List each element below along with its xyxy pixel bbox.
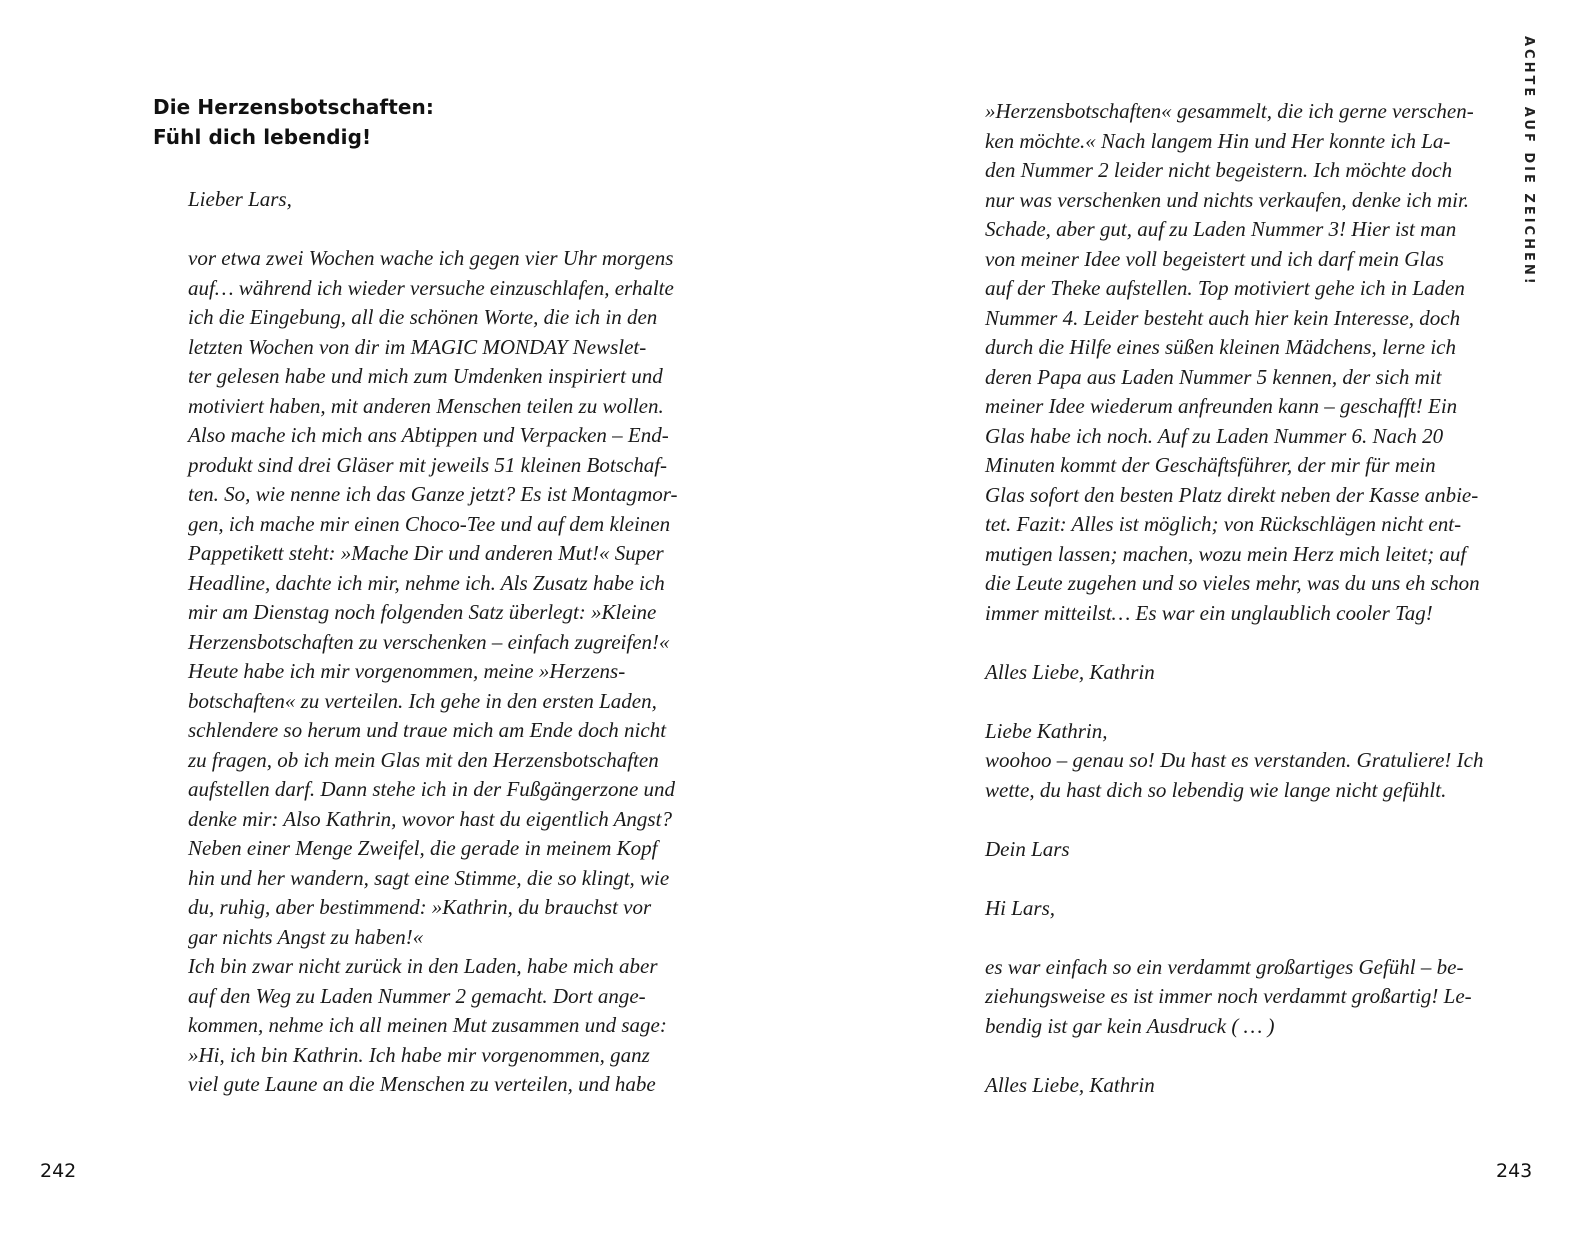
- text-line: Pappetikett steht: »Mache Dir und anderen Mut!« Super: [188, 541, 664, 565]
- text-line: ter gelesen habe und mich zum Umdenken inspiriert und: [188, 364, 663, 388]
- text-line: woohoo – genau so! Du hast es verstanden. Gratuliere! Ich: [985, 748, 1484, 772]
- text-line: durch die Hilfe eines süßen kleinen Mädchens, lerne ich: [985, 335, 1456, 359]
- text-line: denke mir: Also Kathrin, wovor hast du eigentlich Angst?: [188, 806, 672, 831]
- text-line: »Hi, ich bin Kathrin. Ich habe mir vorgenommen, ganz: [188, 1042, 650, 1067]
- text-line: bendig ist gar kein Ausdruck ( … ): [985, 1013, 1275, 1038]
- text-line: gen, ich mache mir einen Choco-Tee und auf dem kleinen: [188, 511, 671, 536]
- text-line: Alles Liebe, Kathrin: [985, 1072, 1155, 1097]
- text-line: Glas habe ich noch. Auf zu Laden Nummer 6. Nach 20: [985, 423, 1444, 448]
- text-line: botschaften« zu verteilen. Ich gehe in den ersten Laden,: [188, 688, 657, 713]
- text-line: viel gute Laune an die Menschen zu verteilen, und habe: [188, 1072, 656, 1096]
- text-line: meiner Idee wiederum anfreunden kann – geschafft! Ein: [985, 394, 1458, 418]
- text-line: zu fragen, ob ich mein Glas mit den Herzensbotschaften: [188, 747, 659, 772]
- text-line: den Nummer 2 leider nicht begeistern. Ich möchte doch: [985, 158, 1453, 182]
- section-heading-line-1: Die Herzensbotschaften:: [153, 95, 434, 119]
- text-line: wette, du hast dich so lebendig wie lange nicht gefühlt.: [985, 777, 1447, 802]
- letter-text-right: [985, 97, 1483, 1100]
- text-line: ziehungsweise es ist immer noch verdammt großartig! Le-: [985, 984, 1472, 1008]
- text-line: »Herzensbotschaften« gesammelt, die ich gerne verschen-: [985, 99, 1474, 123]
- text-line: letzten Wochen von dir im MAGIC MONDAY Newslet-: [188, 334, 647, 359]
- text-line: mir am Dienstag noch folgenden Satz überlegt: »Kleine: [188, 600, 657, 624]
- text-line: ken möchte.« Nach langem Hin und Her konnte ich La-: [985, 128, 1451, 153]
- text-line: ten. So, wie nenne ich das Ganze jetzt? Es ist Montagmor-: [188, 482, 678, 506]
- text-line: ich die Eingebung, all die schönen Worte, die ich in den: [188, 305, 658, 329]
- letter-text-left: [188, 185, 678, 1100]
- text-line: Neben einer Menge Zweifel, die gerade in meinem Kopf: [188, 836, 658, 860]
- paragraph-gap: [985, 864, 1483, 894]
- text-line: Ich bin zwar nicht zurück in den Laden, habe mich aber: [188, 954, 658, 978]
- section-heading: [153, 92, 434, 152]
- page-number-right: 243: [1496, 1160, 1533, 1182]
- running-head: ACHTE AUF DIE ZEICHEN!: [1521, 36, 1536, 287]
- text-line: Heute habe ich mir vorgenommen, meine »Herzens-: [188, 659, 626, 683]
- text-line: deren Papa aus Laden Nummer 5 kennen, der sich mit: [985, 364, 1442, 389]
- text-line: Hi Lars,: [985, 895, 1056, 920]
- text-line: Nummer 4. Leider besteht auch hier kein Interesse, doch: [985, 305, 1461, 330]
- paragraph-gap: [985, 687, 1483, 717]
- text-line: hin und her wandern, sagt eine Stimme, die so klingt, wie: [188, 865, 670, 890]
- text-line: aufstellen darf. Dann stehe ich in der Fußgängerzone und: [188, 777, 676, 801]
- text-line: Lieber Lars,: [188, 187, 292, 211]
- text-line: Liebe Kathrin,: [985, 718, 1108, 743]
- text-line: gar nichts Angst zu haben!«: [188, 924, 424, 949]
- text-line: von meiner Idee voll begeistert und ich darf mein Glas: [985, 246, 1444, 271]
- section-heading-line-2: Fühl dich lebendig!: [153, 125, 372, 149]
- text-line: Alles Liebe, Kathrin: [985, 659, 1155, 684]
- text-line: Herzensbotschaften zu verschenken – einfach zugreifen!«: [188, 629, 670, 654]
- paragraph-gap: [985, 1041, 1483, 1071]
- paragraph-gap: [985, 805, 1483, 835]
- text-line: auf der Theke aufstellen. Top motiviert gehe ich in Laden: [985, 276, 1465, 300]
- paragraph-gap: [188, 215, 678, 245]
- text-line: vor etwa zwei Wochen wache ich gegen vier Uhr morgens: [188, 246, 674, 270]
- text-line: auf… während ich wieder versuche einzuschlafen, erhalte: [188, 275, 674, 300]
- paragraph-gap: [985, 628, 1483, 658]
- text-line: nur was verschenken und nichts verkaufen, denke ich mir.: [985, 187, 1470, 212]
- text-line: mutigen lassen; machen, wozu mein Herz mich leitet; auf: [985, 541, 1467, 566]
- paragraph-gap: [985, 923, 1483, 953]
- text-line: motiviert haben, mit anderen Menschen teilen zu wollen.: [188, 393, 664, 418]
- text-line: Schade, aber gut, auf zu Laden Nummer 3! Hier ist man: [985, 217, 1457, 241]
- text-line: die Leute zugehen und so vieles mehr, was du uns eh schon: [985, 571, 1480, 595]
- text-line: Dein Lars: [985, 836, 1070, 861]
- text-line: es war einfach so ein verdammt großartiges Gefühl – be-: [985, 954, 1464, 979]
- text-line: kommen, nehme ich all meinen Mut zusammen und sage:: [188, 1013, 667, 1037]
- text-line: produkt sind drei Gläser mit jeweils 51 kleinen Botschaf-: [188, 452, 668, 477]
- text-line: Glas sofort den besten Platz direkt neben der Kasse anbie-: [985, 482, 1479, 507]
- text-line: du, ruhig, aber bestimmend: »Kathrin, du brauchst vor: [188, 895, 652, 919]
- text-line: Minuten kommt der Geschäftsführer, der mir für mein: [985, 453, 1436, 477]
- text-line: schlendere so herum und traue mich am Ende doch nicht: [188, 718, 667, 742]
- text-line: Headline, dachte ich mir, nehme ich. Als Zusatz habe ich: [188, 570, 665, 595]
- text-line: immer mitteilst… Es war ein unglaublich cooler Tag!: [985, 600, 1433, 625]
- page-number-left: 242: [40, 1160, 77, 1182]
- text-line: auf den Weg zu Laden Nummer 2 gemacht. Dort ange-: [188, 983, 646, 1008]
- text-line: Also mache ich mich ans Abtippen und Verpacken – End-: [188, 423, 669, 447]
- text-line: tet. Fazit: Alles ist möglich; von Rückschlägen nicht ent-: [985, 512, 1462, 536]
